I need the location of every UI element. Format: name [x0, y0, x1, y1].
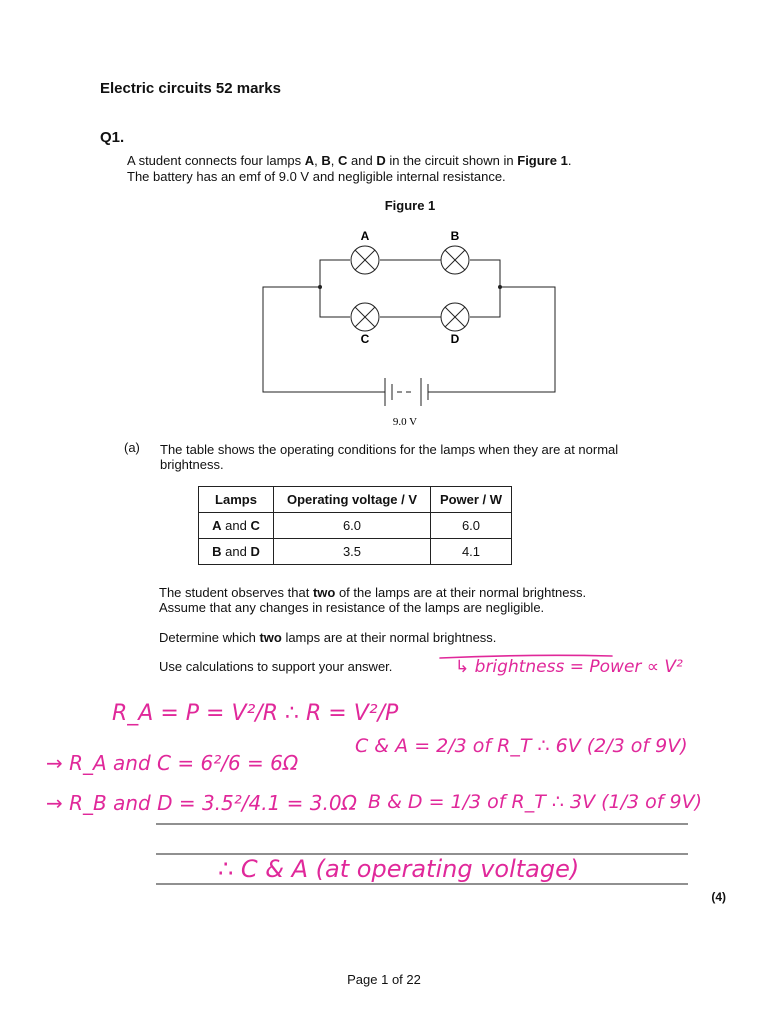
- cell-voltage: 3.5: [274, 539, 431, 565]
- hw-line3b: B & D = 1/3 of R_T ∴ 3V (1/3 of 9V): [368, 791, 703, 813]
- cell-lamps: A and C: [199, 513, 274, 539]
- lamp-b-icon: [441, 246, 469, 274]
- page-footer: Page 1 of 22: [347, 972, 421, 987]
- cell-voltage: 6.0: [274, 513, 431, 539]
- hw-line4: ∴ C & A (at operating voltage): [218, 855, 580, 883]
- lamp-table: [198, 486, 512, 565]
- observation-line: [159, 585, 586, 600]
- marks-label: (4): [711, 890, 726, 904]
- header-lamps: Lamps: [199, 487, 274, 513]
- label-b: B: [450, 229, 460, 243]
- hw-line1: R_A = P = V²/R ∴ R = V²/P: [112, 701, 399, 726]
- det-pre: Determine which: [159, 630, 260, 645]
- table-row: [199, 513, 512, 539]
- header-power: Power / W: [431, 487, 512, 513]
- part-a-text-1: The table shows the operating conditions for the lamps when they are at normal: [160, 442, 619, 457]
- obs-bold: two: [312, 585, 336, 600]
- hw-line2: → R_A and C = 6²/6 = 6Ω: [46, 751, 299, 775]
- obs-post: of the lamps are at their normal brightness.: [335, 585, 587, 600]
- lamp-a-icon: [351, 246, 379, 274]
- battery-label: 9.0 V: [392, 416, 418, 428]
- intro-sep1: ,: [314, 153, 322, 168]
- part-a-label: (a): [124, 440, 140, 455]
- header-voltage: Operating voltage / V: [274, 487, 431, 513]
- determine-line: [159, 630, 496, 645]
- table-header-row: [199, 487, 512, 513]
- cell-power: 6.0: [431, 513, 512, 539]
- table-row: [199, 539, 512, 565]
- label-c: C: [360, 332, 370, 346]
- figure-title: Figure 1: [384, 198, 436, 213]
- hw-line2b: C & A = 2/3 of R_T ∴ 6V (2/3 of 9V): [355, 735, 688, 757]
- lamp-c-icon: [351, 303, 379, 331]
- obs-pre: The student observes that: [159, 585, 313, 600]
- lamp-d-icon: [441, 303, 469, 331]
- det-post: lamps are at their normal brightness.: [281, 630, 497, 645]
- det-bold: two: [259, 630, 282, 645]
- hw-top-note: ↳ brightness = Power ∝ V²: [455, 657, 683, 677]
- assumption-line: Assume that any changes in resistance of the lamps are negligible.: [159, 600, 545, 615]
- intro-line1-pre: A student connects four lamps: [127, 153, 305, 168]
- cell-lamps: B and D: [199, 539, 274, 565]
- hw-line3: → R_B and D = 3.5²/4.1 = 3.0Ω: [46, 791, 357, 815]
- intro-line-2: The battery has an emf of 9.0 V and negligible internal resistance.: [127, 169, 506, 184]
- intro-and: and: [347, 153, 377, 168]
- intro-line1-end: .: [567, 153, 572, 168]
- page-title: Electric circuits 52 marks: [100, 80, 281, 97]
- intro-sep2: ,: [330, 153, 339, 168]
- lamp-a-ref: A: [304, 153, 315, 168]
- handwritten-answer: [46, 655, 702, 883]
- part-a-text-2: brightness.: [160, 457, 224, 472]
- figure-ref: Figure 1: [517, 153, 568, 168]
- lamp-d-ref: D: [376, 153, 386, 168]
- lamp-b-ref: B: [321, 153, 331, 168]
- use-calculations-line: Use calculations to support your answer.: [159, 659, 393, 674]
- question-number: Q1.: [100, 129, 125, 146]
- cell-power: 4.1: [431, 539, 512, 565]
- lamp-c-ref: C: [338, 153, 348, 168]
- label-d: D: [450, 332, 460, 346]
- label-a: A: [360, 229, 370, 243]
- intro-line1-mid: in the circuit shown in: [385, 153, 518, 168]
